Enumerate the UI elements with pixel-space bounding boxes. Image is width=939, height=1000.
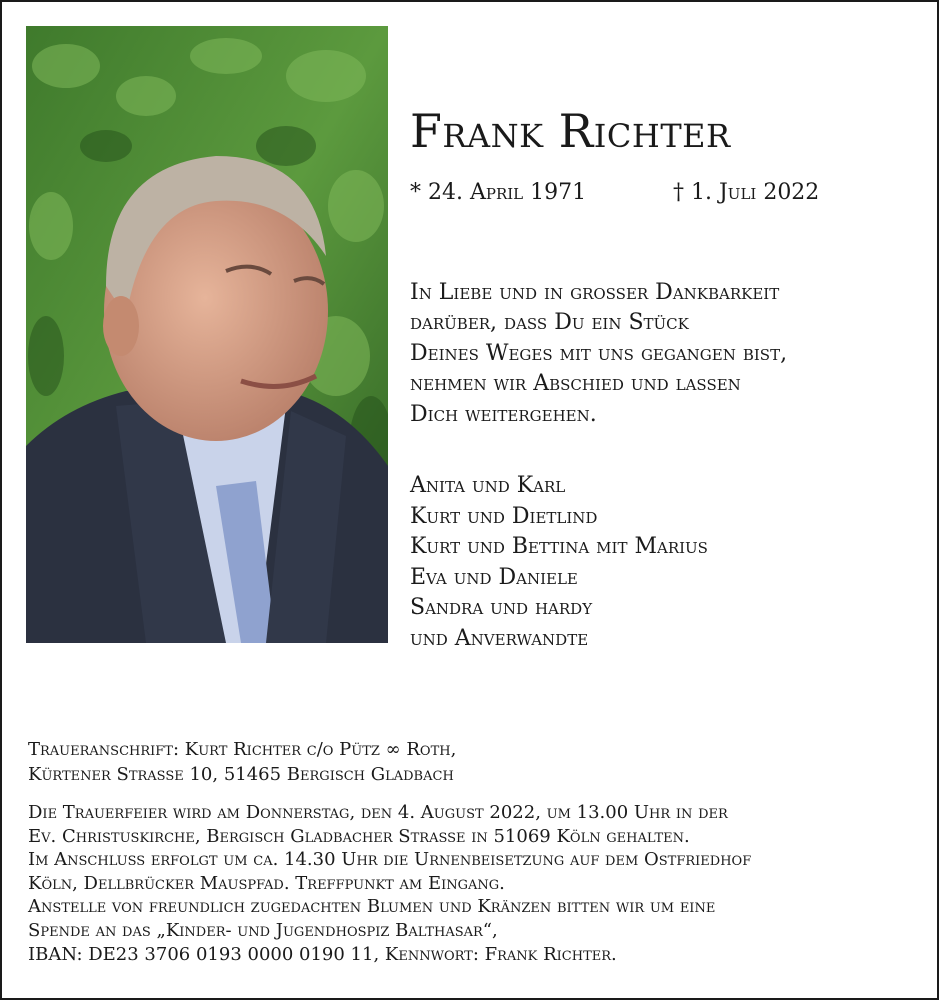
- funeral-details-line: Die Trauerfeier wird am Donnerstag, den 4. August 2022, um 13.00 Uhr in der: [28, 802, 728, 823]
- mourner-entry: Anita und Karl: [410, 473, 566, 498]
- mourners-list: [410, 471, 708, 655]
- birth-date: * 24. April 1971: [410, 180, 587, 205]
- death-date: † 1. Juli 2022: [673, 180, 820, 205]
- memorial-text: [410, 278, 787, 430]
- mourner-entry: Sandra und hardy: [410, 595, 593, 621]
- deceased-name: Frank Richter: [410, 104, 731, 158]
- mourner-entry: Eva und Daniele: [410, 564, 578, 590]
- funeral-details-line: Ev. Christuskirche, Bergisch Gladbacher Strasse in 51069 Köln gehalten.: [28, 825, 690, 847]
- address-line: Traueranschrift: Kurt Richter c/o Pütz ∞ Roth,: [28, 739, 457, 760]
- funeral-details: [28, 801, 751, 966]
- funeral-details-line: Anstelle von freundlich zugedachten Blumen und Kränzen bitten wir um eine: [28, 896, 716, 918]
- memorial-text-line: darüber, dass Du ein Stück: [410, 310, 689, 336]
- funeral-details-line: IBAN: DE23 3706 0193 0000 0190 11, Kennwort: Frank Richter.: [28, 943, 617, 965]
- address-line: Kürtener Strasse 10, 51465 Bergisch Gladbach: [28, 764, 454, 785]
- mourner-entry: Kurt und Dietlind: [410, 503, 598, 529]
- memorial-text-line: Deines Weges mit uns gegangen bist,: [410, 340, 788, 366]
- memorial-text-line: nehmen wir Abschied und lassen: [410, 371, 741, 397]
- funeral-details-line: Spende an das „Kinder- und Jugendhospiz Balthasar“,: [28, 919, 498, 941]
- mourner-entry: Kurt und Bettina mit Marius: [410, 534, 708, 560]
- funeral-details-line: Im Anschluss erfolgt um ca. 14.30 Uhr die Urnenbeisetzung auf dem Ostfriedhof: [28, 849, 752, 871]
- mourning-address: [28, 737, 456, 787]
- funeral-details-line: Köln, Dellbrücker Mauspfad. Treffpunkt am Eingang.: [28, 872, 505, 894]
- mourner-entry: und Anverwandte: [410, 625, 589, 651]
- life-dates: [410, 180, 820, 205]
- memorial-text-line: In Liebe und in grosser Dankbarkeit: [410, 280, 780, 305]
- memorial-text-line: Dich weitergehen.: [410, 401, 597, 427]
- portrait-photo: [26, 26, 388, 643]
